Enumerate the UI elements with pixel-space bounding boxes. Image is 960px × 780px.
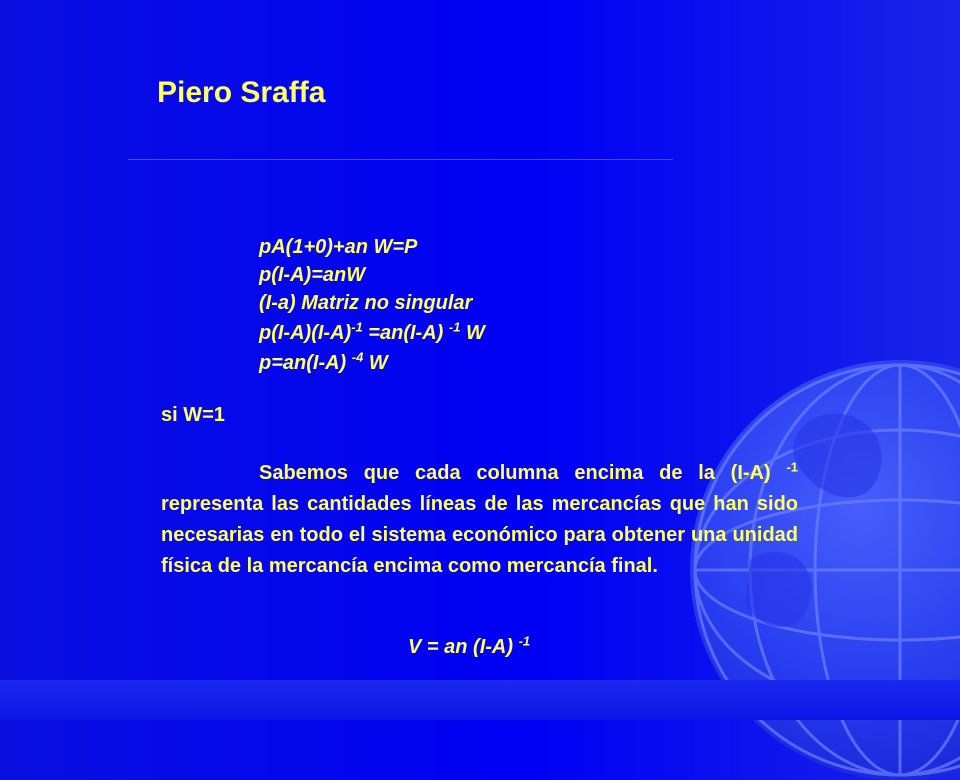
- final-equation-exponent: -1: [518, 633, 531, 649]
- equation-3: (I-a) Matriz no singular: [259, 292, 473, 314]
- equation-2: p(I-A)=anW: [259, 264, 366, 286]
- paragraph-text: representa las cantidades líneas de las mercancías que han sido necesarias en todo el sistema económico para obtener una unidad física de la mercancía encima como mercancía final.: [161, 493, 798, 577]
- bottom-bar-decoration: [0, 680, 960, 720]
- final-equation-text: V = an (I-A): [408, 636, 519, 658]
- equation-5-part: W: [363, 352, 388, 374]
- final-equation: [408, 633, 531, 659]
- slide-title: Piero Sraffa: [157, 76, 326, 109]
- title-divider: [128, 159, 673, 160]
- equation-1: pA(1+0)+an W=P: [259, 236, 418, 258]
- equation-4-part: W: [460, 322, 485, 344]
- equation-4-exponent: -1: [351, 319, 363, 335]
- equation-5-exponent: -4: [351, 349, 364, 365]
- equation-4: [259, 319, 485, 345]
- equation-4-part: =an(I-A): [362, 322, 449, 344]
- paragraph-text: Sabemos que cada columna encima de la (I-A): [259, 462, 771, 484]
- equation-5-part: p=an(I-A): [259, 352, 352, 374]
- body-paragraph: [161, 458, 798, 582]
- equation-4-part: p(I-A)(I-A): [259, 322, 352, 344]
- condition-text: si W=1: [161, 404, 225, 426]
- paragraph-exponent: -1: [786, 459, 798, 475]
- equation-5: [259, 349, 388, 375]
- equation-4-exponent: -1: [448, 319, 461, 335]
